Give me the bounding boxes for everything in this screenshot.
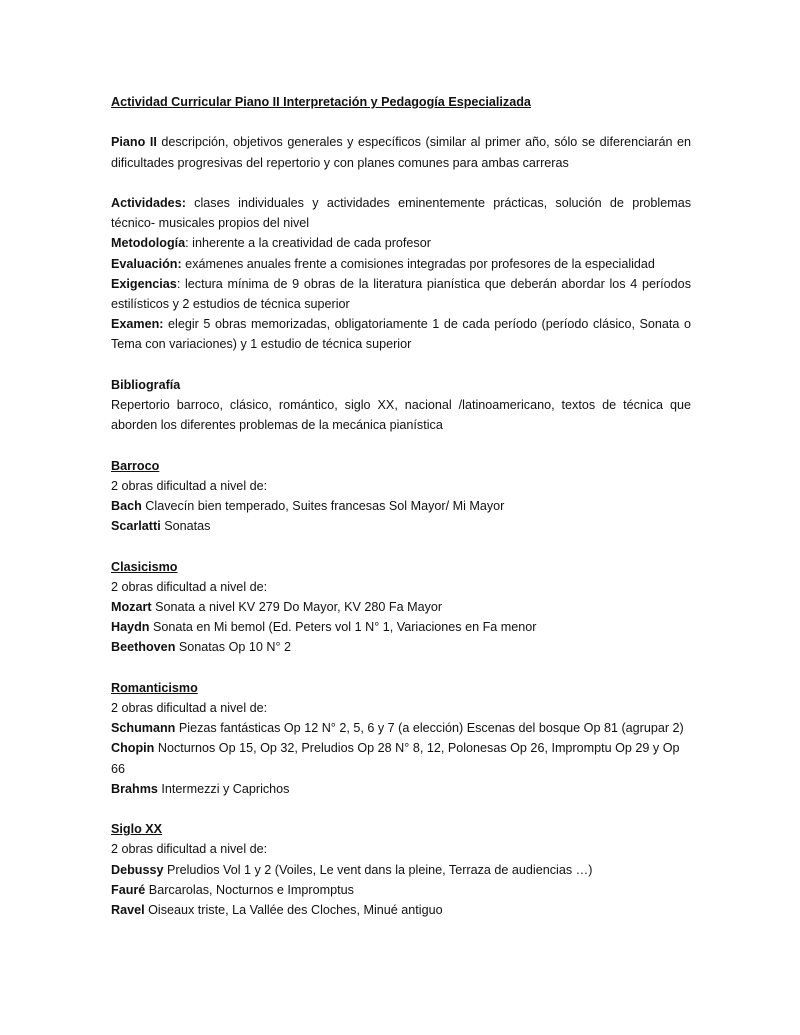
exigencias-label: Exigencias [111,276,177,291]
evaluacion-label: Evaluación: [111,256,182,271]
metodologia-text: : inherente a la creatividad de cada profesor [185,236,431,251]
examen-paragraph [111,314,691,354]
bibliografia-text: Repertorio barroco, clásico, romántico, siglo XX, nacional /latinoamericano, textos de técnica que aborden los diferentes problemas de la mecánica pianística [111,398,691,433]
evaluacion-paragraph [111,254,691,274]
barroco-item: Scarlatti Sonatas [111,519,211,534]
metodologia-label: Metodología [111,236,186,251]
barroco-heading: Barroco [111,458,160,473]
document-page [111,92,691,920]
clasicismo-item: Haydn Sonata en Mi bemol (Ed. Peters vol 1 N° 1, Variaciones en Fa menor [111,620,537,635]
clasicismo-item: Mozart Sonata a nivel KV 279 Do Mayor, KV 280 Fa Mayor [111,600,443,614]
intro-paragraph [111,132,691,172]
romanticismo-item: Chopin Nocturnos Op 15, Op 32, Preludios Op 28 N° 8, 12, Polonesas Op 26, Impromptu Op 29 y Op 66 [111,741,680,776]
romanticismo-heading: Romanticismo [111,680,198,695]
metodologia-paragraph [111,233,691,253]
actividades-paragraph [111,193,691,233]
evaluacion-text: exámenes anuales frente a comisiones integradas por profesores de la especialidad [181,256,655,271]
bibliografia-heading: Bibliografía [111,377,181,392]
barroco-item: Bach Clavecín bien temperado, Suites francesas Sol Mayor/ Mi Mayor [111,499,505,513]
examen-text: elegir 5 obras memorizadas, obligatoriamente 1 de cada período (período clásico, Sonata o Tema con variaciones) y 1 estudio de técnica superior [111,317,691,352]
barroco-intro: 2 obras dificultad a nivel de: [111,478,268,493]
intro-text: descripción, objetivos generales y específicos (similar al primer año, sólo se diferenciarán en dificultades progresivas del repertorio y con planes comunes para ambas carreras [111,135,691,170]
actividades-label: Actividades: [111,195,186,210]
sigloxx-item: Debussy Preludios Vol 1 y 2 (Voiles, Le vent dans la pleine, Terraza de audiencias …) [111,862,593,877]
document-title: Actividad Curricular Piano II Interpretación y Pedagogía Especializada [111,95,531,109]
romanticismo-item: Schumann Piezas fantásticas Op 12 N° 2, 5, 6 y 7 (a elección) Escenas del bosque Op 81 (agrupar 2) [111,721,684,736]
examen-label: Examen: [111,317,164,332]
clasicismo-item: Beethoven Sonatas Op 10 N° 2 [111,640,292,655]
romanticismo-intro: 2 obras dificultad a nivel de: [111,701,268,715]
exigencias-paragraph [111,274,691,314]
sigloxx-intro: 2 obras dificultad a nivel de: [111,842,268,857]
sigloxx-item: Fauré Barcarolas, Nocturnos e Impromptus [111,882,354,897]
clasicismo-heading: Clasicismo [111,559,178,574]
clasicismo-intro: 2 obras dificultad a nivel de: [111,579,268,594]
sigloxx-item: Ravel Oiseaux triste, La Vallée des Cloches, Minué antiguo [111,903,443,918]
intro-label: Piano II [111,135,157,150]
actividades-text: clases individuales y actividades eminentemente prácticas, solución de problemas técnico- musicales propios del nivel [111,195,691,231]
sigloxx-heading: Siglo XX [111,822,163,837]
exigencias-text: : lectura mínima de 9 obras de la literatura pianística que deberán abordar los 4 períodos estilísticos y 2 estudios de técnica superior [111,276,691,311]
romanticismo-item: Brahms Intermezzi y Caprichos [111,781,290,796]
